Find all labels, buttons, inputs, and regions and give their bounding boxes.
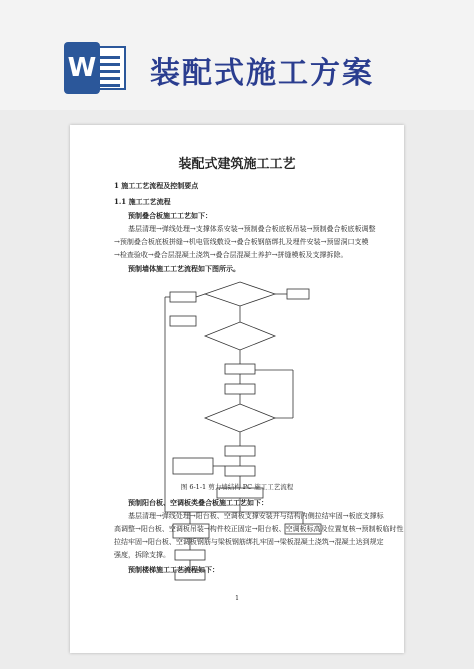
flow-box	[225, 384, 255, 394]
flowchart-figure	[155, 280, 325, 600]
balcony-heading: 预制阳台板、空调板类叠合板施工工艺如下：	[128, 498, 268, 507]
flow-decision	[205, 282, 275, 306]
flow-decision	[205, 404, 275, 432]
flow-box	[225, 446, 255, 456]
stair-heading: 预制楼梯施工工艺流程如下：	[128, 565, 219, 574]
document-title: 装配式建筑施工工艺	[178, 157, 296, 172]
banner	[0, 0, 474, 110]
section-heading-1-1: 1.1 施工工艺流程	[114, 197, 171, 206]
figure-caption: 图 6-1-1 剪力墙结构 PC 施工工艺流程	[180, 483, 294, 491]
slab-steps-line2: →预制叠合板底板拼缝→机电管线敷设→叠合板钢筋绑扎及埋件安装→预留洞口支模	[114, 238, 369, 246]
word-badge: W	[64, 42, 100, 94]
balcony-line1: 基层清理→弹线处理→阳台板、空调板支撑安装并与结构内侧拉结牢固→板底支撑标	[128, 512, 384, 520]
flow-box	[173, 458, 213, 474]
flow-box	[175, 550, 205, 560]
wall-heading: 预制墙体施工工艺流程如下图所示。	[128, 264, 240, 273]
slab-heading: 预制叠合板施工工艺如下：	[128, 211, 212, 220]
balcony-line2: 高调整→阳台板、空调板吊装→构件校正固定→阳台板、空调板标高及位置复核→预制板临时性	[114, 525, 404, 533]
flow-box	[170, 316, 196, 326]
balcony-line3: 拉结牢固→阳台板、空调板钢筋与梁板钢筋绑扎牢固→梁板混凝土浇筑→混凝土达到规定	[114, 538, 384, 546]
banner-title: 装配式施工方案	[150, 56, 374, 91]
section-heading-1: 1 施工工艺流程及控制要点	[114, 181, 199, 190]
flow-box	[287, 289, 309, 299]
slab-steps-line3: →检查验收→叠合层混凝土浇筑→叠合层混凝土养护→拼缝模板及支撑拆除。	[114, 251, 348, 259]
word-icon	[64, 42, 128, 94]
page-number: 1	[235, 595, 239, 602]
flow-box	[170, 292, 196, 302]
flow-decision	[205, 322, 275, 350]
slab-steps-line1: 基层清理→弹线处理→支撑体系安装→预制叠合板底板吊装→预制叠合板底板调整	[128, 225, 376, 233]
balcony-line4: 强度，拆除支撑。	[114, 551, 170, 559]
flow-box	[225, 364, 255, 374]
flow-box	[225, 466, 255, 476]
document-page	[70, 125, 404, 653]
